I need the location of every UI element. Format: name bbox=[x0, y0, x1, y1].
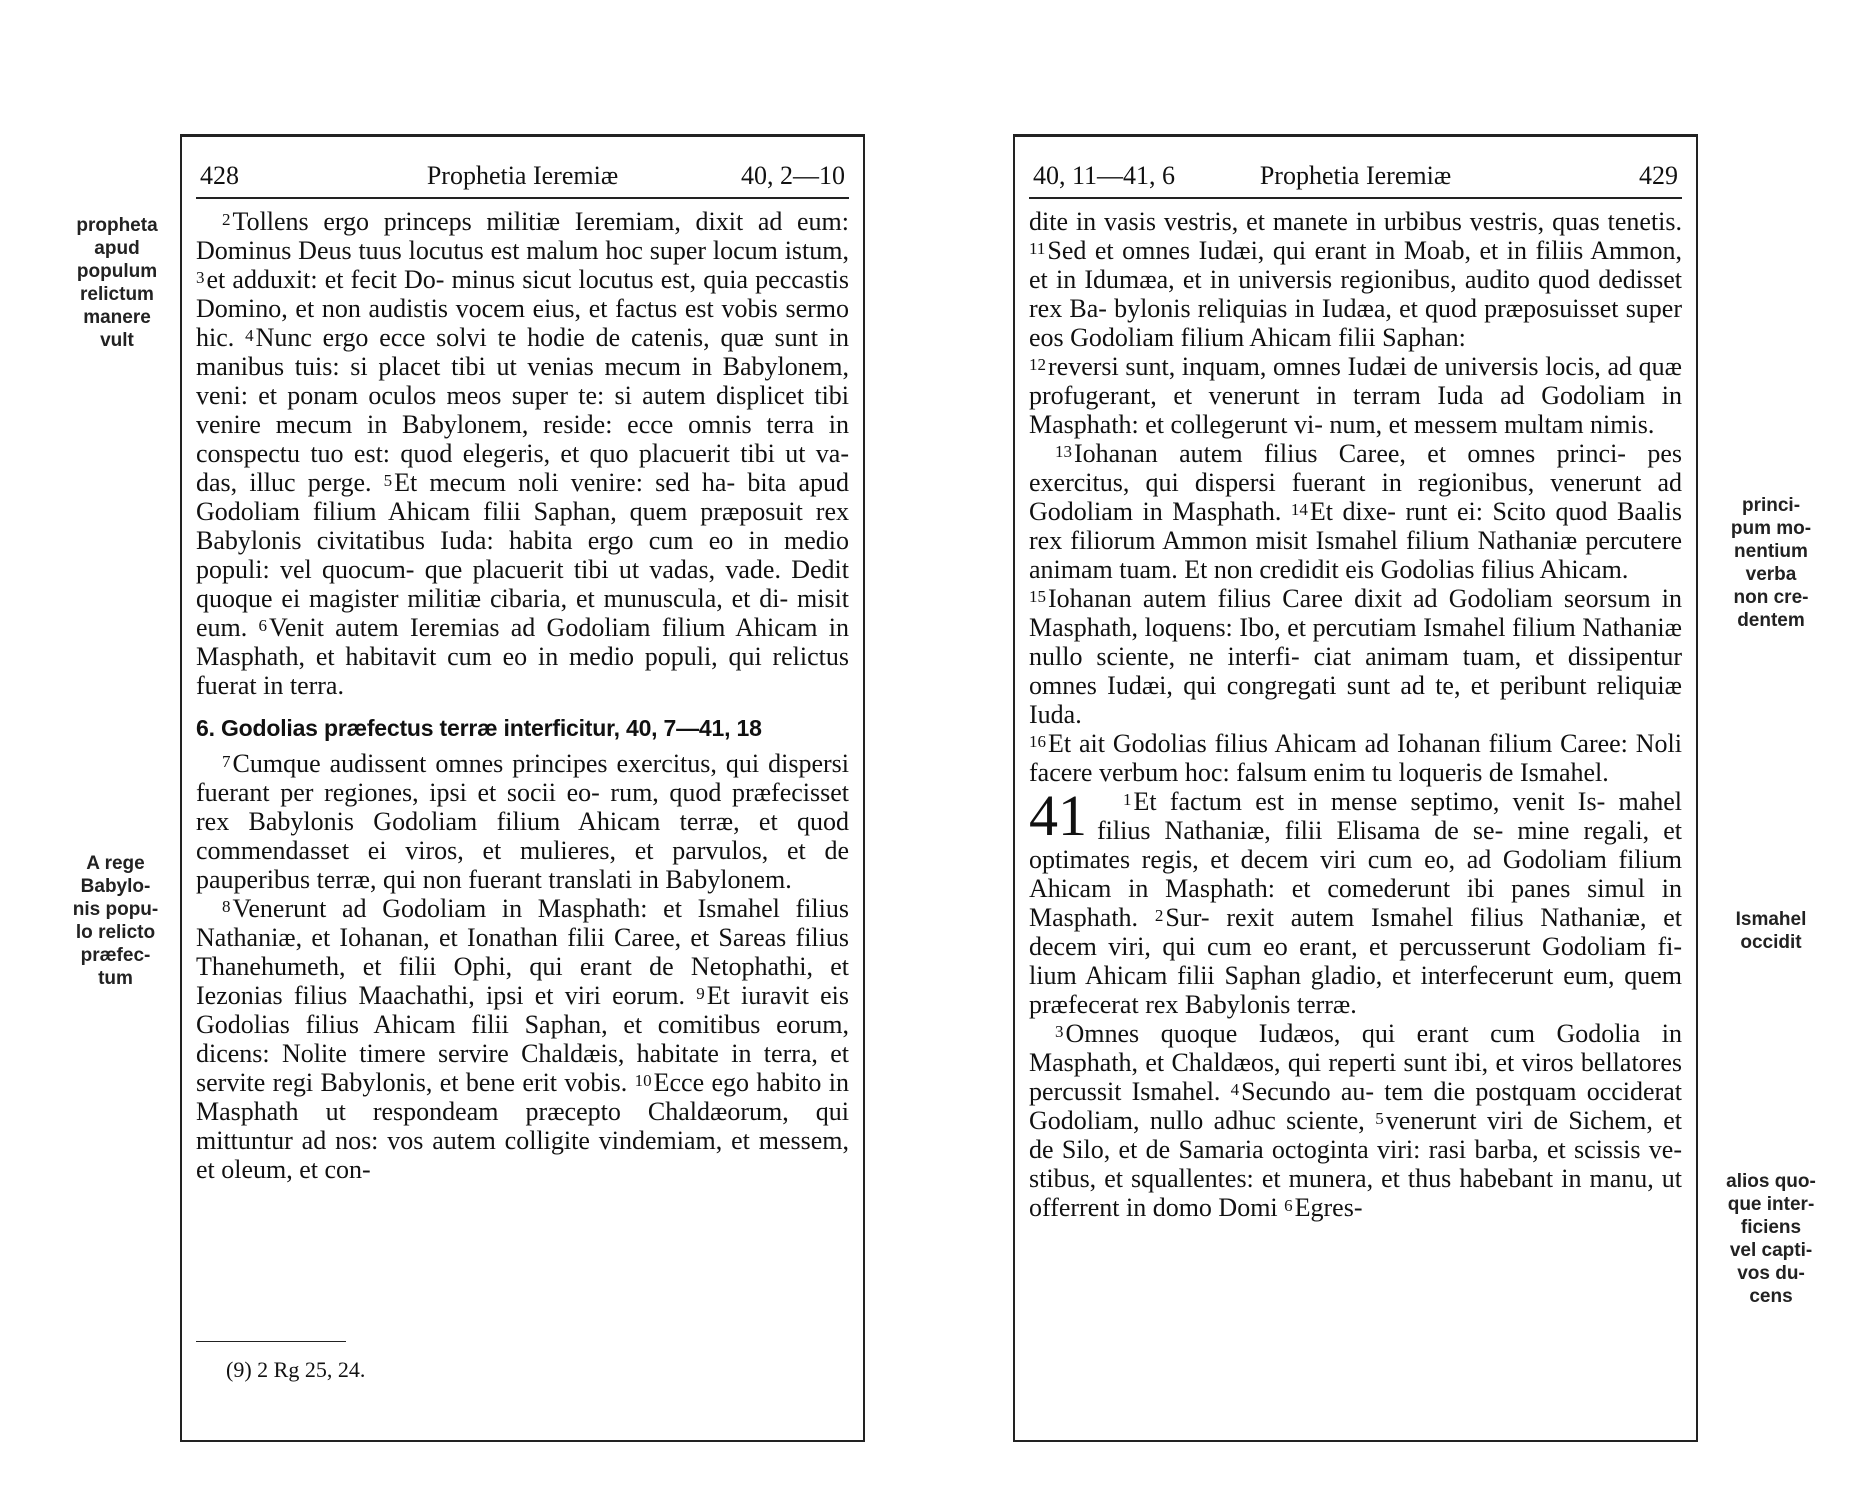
margin-note-line: vel capti- bbox=[1729, 1240, 1813, 1261]
verse-number: 8 bbox=[222, 897, 231, 916]
paragraph bbox=[1029, 729, 1682, 787]
text-line: lium Ahicam filii Saphan gladio, et interfecerunt bbox=[1029, 961, 1554, 990]
running-title: Prophetia Ieremiæ bbox=[426, 161, 619, 190]
text-line: eo, ad Godoliam filium Ahicam in Masphath: et bbox=[1029, 845, 1683, 903]
text-line: hoc super locum istum, bbox=[605, 236, 850, 265]
margin-note-line: vos du- bbox=[1737, 1263, 1805, 1284]
paragraph bbox=[1029, 783, 1683, 1019]
text-line: Et dixe- bbox=[1309, 497, 1396, 526]
text-line: num, et messem multam nimis. bbox=[1329, 410, 1655, 439]
chapter-41 bbox=[1029, 783, 1683, 1222]
verse-number: 6 bbox=[1284, 1196, 1293, 1215]
margin-note-line: lo relicto bbox=[75, 922, 156, 943]
margin-note-line: verba bbox=[1745, 564, 1797, 585]
text-line: Venit autem Ieremias ad Godoliam bbox=[269, 613, 651, 642]
verse-number: 2 bbox=[222, 210, 231, 229]
text-line: et adduxit: et fecit Do- bbox=[206, 265, 445, 294]
text-line: venerunt ad Godoliam in Masphath. bbox=[1029, 468, 1682, 526]
verse-reference: 40, 11—41, 6 bbox=[1033, 161, 1176, 190]
margin-note-line: nis popu- bbox=[72, 899, 159, 920]
text-line: das, illuc perge. bbox=[196, 468, 384, 497]
text-line: tuo est: quod elegeris, et quo placuerit tibi ut va- bbox=[310, 439, 849, 468]
margin-note-left-1 bbox=[62, 214, 172, 352]
text-line: misit eum. bbox=[196, 584, 850, 642]
text-line: quæ sunt in manibus tuis: si placet tibi ut venias bbox=[196, 323, 850, 381]
text-line: Iuda ad Godoliam in Masphath: et collegerunt vi- bbox=[1029, 381, 1682, 439]
text-line: misit Ismahel filium Nathaniæ percutere animam bbox=[1029, 526, 1683, 584]
verse-number: 1 bbox=[1123, 790, 1132, 809]
text-line: tem die postquam occiderat Godoliam, nullo adhuc bbox=[1029, 1077, 1682, 1135]
text-line: ipsi et viri eorum. bbox=[485, 981, 697, 1010]
text-line: habita ergo cum eo in medio populi: vel quocum- bbox=[196, 526, 850, 584]
footnote: (9) 2 Rg 25, 24. bbox=[226, 1357, 366, 1382]
text-line: Ahicam filii Saphan, et comitibus eorum, dicens: bbox=[196, 1010, 849, 1068]
paragraph bbox=[1029, 352, 1682, 439]
text-line: qui cum eo erant, et percusserunt Godoliam fi- bbox=[1162, 932, 1683, 961]
text-line: Tollens ergo princeps militiæ Ieremiam, dixit bbox=[232, 207, 744, 236]
text-line: ei magister militiæ cibaria, et munuscula, et di- bbox=[281, 584, 789, 613]
verse-number: 11 bbox=[1029, 239, 1046, 258]
text-line: qui dispersi fuerant per regiones, ipsi et socii eo- bbox=[196, 749, 849, 807]
text-line: Iohanan autem filius Caree dixit ad Godoliam bbox=[1048, 584, 1553, 613]
verse-number: 15 bbox=[1029, 587, 1046, 606]
text-line: mine regali, et optimates regis, et decem viri cum bbox=[1029, 816, 1683, 874]
text-line: tuam. Et non credidit eis Godolias filius Ahicam. bbox=[1119, 555, 1629, 584]
verse-number: 14 bbox=[1290, 500, 1308, 519]
text-line: bylonis reliquias in Iudæa, et quod præposuisset bbox=[1114, 294, 1619, 323]
text-line: congregati sunt ad te, et peribunt reliquiæ Iuda. bbox=[1029, 671, 1682, 729]
text-line: hic. bbox=[196, 323, 246, 352]
margin-note-line: alios quo- bbox=[1726, 1171, 1816, 1192]
margin-note-line: relictum bbox=[80, 284, 154, 305]
page-number: 428 bbox=[200, 161, 239, 190]
text-line: universis regionibus, audito quod dedisset rex Ba- bbox=[1029, 265, 1682, 323]
margin-note-line: cens bbox=[1749, 1286, 1793, 1307]
margin-note-line: Ismahel bbox=[1735, 909, 1807, 930]
text-line: non audistis vocem eius, et factus est vobis sermo bbox=[321, 294, 849, 323]
text-line: Omnes quoque Iudæos, qui erant cum Godolia bbox=[1065, 1019, 1641, 1048]
verse-number: 16 bbox=[1029, 732, 1046, 751]
text-line: Secundo au- bbox=[1241, 1077, 1375, 1106]
text-line: Sur- bbox=[1165, 903, 1210, 932]
text-line: dite in vasis vestris, et manete in urbibus vestris, bbox=[1029, 207, 1545, 236]
text-line: Nunc ergo ecce solvi te hodie de catenis, bbox=[255, 323, 710, 352]
text-line: bita apud Godoliam filium Ahicam filii Saphan, bbox=[196, 468, 850, 526]
margin-note-line: occidit bbox=[1740, 932, 1802, 953]
text-line: loqueris de Ismahel. bbox=[1398, 758, 1609, 787]
text-line: pes exercitus, qui dispersi fuerant in regionibus, bbox=[1029, 439, 1682, 497]
verse-number: 5 bbox=[383, 471, 393, 490]
right-page-text bbox=[1029, 207, 1682, 1222]
margin-note-line: præfec- bbox=[80, 945, 151, 966]
text-line: mahel filius Nathaniæ, filii Elisama de se- bbox=[1097, 787, 1683, 845]
text-line: ego habito in Masphath ut respondeam præcepto bbox=[196, 1068, 849, 1126]
section-title: 6. Godolias præfectus terræ interficitur, 40, 7—41, 18 bbox=[196, 715, 762, 741]
right-text-block-2 bbox=[1029, 783, 1683, 1222]
text-line: Et mecum noli venire: sed ha- bbox=[394, 468, 736, 497]
right-page bbox=[1013, 134, 1698, 1442]
running-title: Prophetia Ieremiæ bbox=[1259, 161, 1452, 190]
left-page bbox=[180, 134, 865, 1442]
margin-note-line: propheta bbox=[76, 215, 158, 236]
text-line: comederunt ibi panes simul in Masphath. bbox=[1029, 874, 1683, 932]
margin-note-line: princi- bbox=[1741, 495, 1801, 516]
paragraph bbox=[196, 749, 849, 894]
verse-number: 10 bbox=[634, 1071, 652, 1090]
text-line: super te: si autem displicet tibi venire mecum in bbox=[196, 381, 850, 439]
text-line: Nolite timere servire Chaldæis, habitate in terra, bbox=[281, 1039, 818, 1068]
verse-number: 3 bbox=[1055, 1022, 1064, 1041]
paragraph bbox=[1029, 1019, 1682, 1222]
text-line: Moab, et in filiis Ammon, et in Idumæa, et in bbox=[1029, 236, 1683, 294]
text-line: runt ei: Scito quod Baalis rex filiorum Ammon bbox=[1029, 497, 1682, 555]
page-number: 429 bbox=[1639, 161, 1678, 190]
text-line: venerunt viri de Sichem, et de Silo, et bbox=[1029, 1106, 1683, 1164]
text-line: ciat animam tuam, et dissipentur omnes Iudæi, qui bbox=[1029, 642, 1682, 700]
right-page-header bbox=[1029, 151, 1682, 199]
text-line: Iohanan autem filius Caree, et omnes princi- bbox=[1074, 439, 1626, 468]
right-text-block-1 bbox=[1029, 207, 1682, 787]
left-text-block-2 bbox=[196, 749, 849, 1184]
margin-note-left-2 bbox=[58, 852, 173, 990]
text-line: Et iuravit eis Godolias filius bbox=[196, 981, 850, 1039]
text-line: super eos Godoliam filium Ahicam filii Saphan: bbox=[1029, 294, 1683, 352]
text-line: colligite vindemiam, et messem, et oleum, et con- bbox=[196, 1126, 849, 1184]
text-line: et Sareas filius Thanehumeth, et filii Ophi, qui bbox=[196, 923, 850, 981]
text-line: mecum in Babylonem, veni: et ponam oculos meos bbox=[196, 352, 850, 410]
paragraph bbox=[196, 894, 849, 1184]
text-line: in medio populi, qui relictus fuerat in terra. bbox=[196, 642, 849, 700]
margin-note-line: Babylo- bbox=[80, 876, 151, 897]
text-line: de Samaria octoginta viri: rasi barba, et scissis ve- bbox=[1145, 1135, 1682, 1164]
text-line: seorsum in Masphath, loquens: Ibo, et percutiam bbox=[1029, 584, 1683, 642]
chapter-number: 41 bbox=[1029, 783, 1087, 848]
text-line: filium Ahicam terræ, et quod commendasset ei bbox=[196, 807, 850, 865]
paragraph bbox=[1029, 439, 1682, 584]
text-line: Sed et omnes Iudæi, qui erant in bbox=[1047, 236, 1396, 265]
margin-note-right-1 bbox=[1712, 494, 1830, 632]
text-line: terræ, qui non fuerant translati in Babylonem. bbox=[316, 865, 792, 894]
verse-number: 12 bbox=[1029, 355, 1046, 374]
text-line: Babylonem, reside: ecce omnis terra in conspectu bbox=[196, 410, 850, 468]
text-line: Ecce bbox=[653, 1068, 705, 1097]
text-line: minus sicut locutus est, quia peccastis Domino, et bbox=[196, 265, 850, 323]
text-line: quem præposuit rex Babylonis civitatibus Iuda: bbox=[196, 497, 849, 555]
text-line: quas tenetis. bbox=[1552, 207, 1683, 236]
verse-number: 2 bbox=[1154, 906, 1164, 925]
text-line: eum, quem præfecerat rex Babylonis terræ. bbox=[1029, 961, 1682, 1019]
margin-note-line: manere bbox=[83, 307, 151, 328]
paragraph bbox=[1029, 207, 1682, 352]
left-page-header bbox=[196, 151, 849, 199]
text-line: Cumque audissent omnes principes exercitus, bbox=[232, 749, 717, 778]
margin-note-line: dentem bbox=[1737, 610, 1805, 631]
text-line: stibus, et squallentes: et munera, et thus habebant bbox=[1029, 1164, 1554, 1193]
margin-note-line: non cre- bbox=[1733, 587, 1809, 608]
verse-number: 7 bbox=[222, 752, 231, 771]
verse-number: 4 bbox=[245, 326, 254, 345]
paragraph bbox=[196, 207, 849, 700]
text-line: Caree: Noli facere verbum hoc: falsum enim tu bbox=[1029, 729, 1682, 787]
text-line: filius Nathaniæ, et Iohanan, et Ionathan filii Caree, bbox=[196, 894, 849, 952]
margin-note-line: A rege bbox=[86, 853, 145, 874]
verse-number: 6 bbox=[258, 616, 268, 635]
margin-note-line: nentium bbox=[1734, 541, 1808, 562]
verse-number: 5 bbox=[1375, 1109, 1384, 1128]
margin-note-line: ficiens bbox=[1740, 1217, 1802, 1238]
text-line: sciente, bbox=[1286, 1106, 1376, 1135]
verse-number: 3 bbox=[196, 268, 205, 287]
margin-note-line: que inter- bbox=[1727, 1194, 1815, 1215]
text-line: filium Ahicam in Masphath, et habitavit cum eo bbox=[196, 613, 849, 671]
text-line: Ismahel filium Nathaniæ nullo sciente, ne interfi- bbox=[1029, 613, 1682, 671]
footnote-divider bbox=[196, 1341, 346, 1342]
margin-note-line: pum mo- bbox=[1730, 518, 1812, 539]
margin-note-right-2 bbox=[1712, 908, 1830, 954]
margin-note-line: vult bbox=[100, 330, 134, 351]
text-line: erant de Netophathi, et Iezonias filius Maachathi, bbox=[196, 952, 849, 1010]
text-line: reversi sunt, inquam, omnes Iudæi de universis bbox=[1048, 352, 1539, 381]
margin-note-line: tum bbox=[98, 968, 133, 989]
text-line: in Masphath, et Chaldæos, qui reperti sunt ibi, et bbox=[1029, 1019, 1683, 1077]
text-line: Et factum est in mense septimo, venit Is- bbox=[1133, 787, 1606, 816]
text-line: locis, ad quæ profugerant, et venerunt in terram bbox=[1029, 352, 1682, 410]
left-text-block-1 bbox=[196, 207, 849, 700]
left-page-text bbox=[196, 207, 849, 1184]
text-line: et servite regi Babylonis, et bene erit vobis. bbox=[196, 1039, 850, 1097]
verse-number: 4 bbox=[1230, 1080, 1240, 1099]
text-line: Chaldæorum, qui mittuntur ad nos: vos autem bbox=[196, 1097, 850, 1155]
verse-number: 13 bbox=[1055, 442, 1072, 461]
text-line: ad eum: Dominus Deus tuus locutus est malum bbox=[196, 207, 850, 265]
text-line: viros bellatores percussit Ismahel. bbox=[1029, 1048, 1682, 1106]
margin-note-line: apud bbox=[94, 238, 140, 259]
verse-number: 9 bbox=[696, 984, 705, 1003]
paragraph bbox=[1029, 584, 1682, 729]
text-line: viros, et mulieres, et parvulos, et de pauperibus bbox=[196, 836, 849, 894]
text-line: Venerunt ad Godoliam in Masphath: et Ismahel bbox=[232, 894, 780, 923]
text-line: que placuerit tibi ut vadas, vade. Dedit quoque bbox=[196, 555, 850, 613]
text-line: rexit autem Ismahel filius Nathaniæ, et decem viri, bbox=[1029, 903, 1682, 961]
text-line: Egres- bbox=[1294, 1193, 1363, 1222]
verse-reference: 40, 2—10 bbox=[741, 161, 845, 190]
margin-note-right-3 bbox=[1705, 1170, 1837, 1308]
text-line: Et ait Godolias filius Ahicam ad Iohanan filium bbox=[1048, 729, 1553, 758]
text-line: in manu, ut offerrent in domo Domi bbox=[1029, 1164, 1683, 1222]
text-line: rum, quod præfecisset rex Babylonis Godoliam bbox=[196, 778, 849, 836]
margin-note-line: populum bbox=[76, 261, 158, 282]
